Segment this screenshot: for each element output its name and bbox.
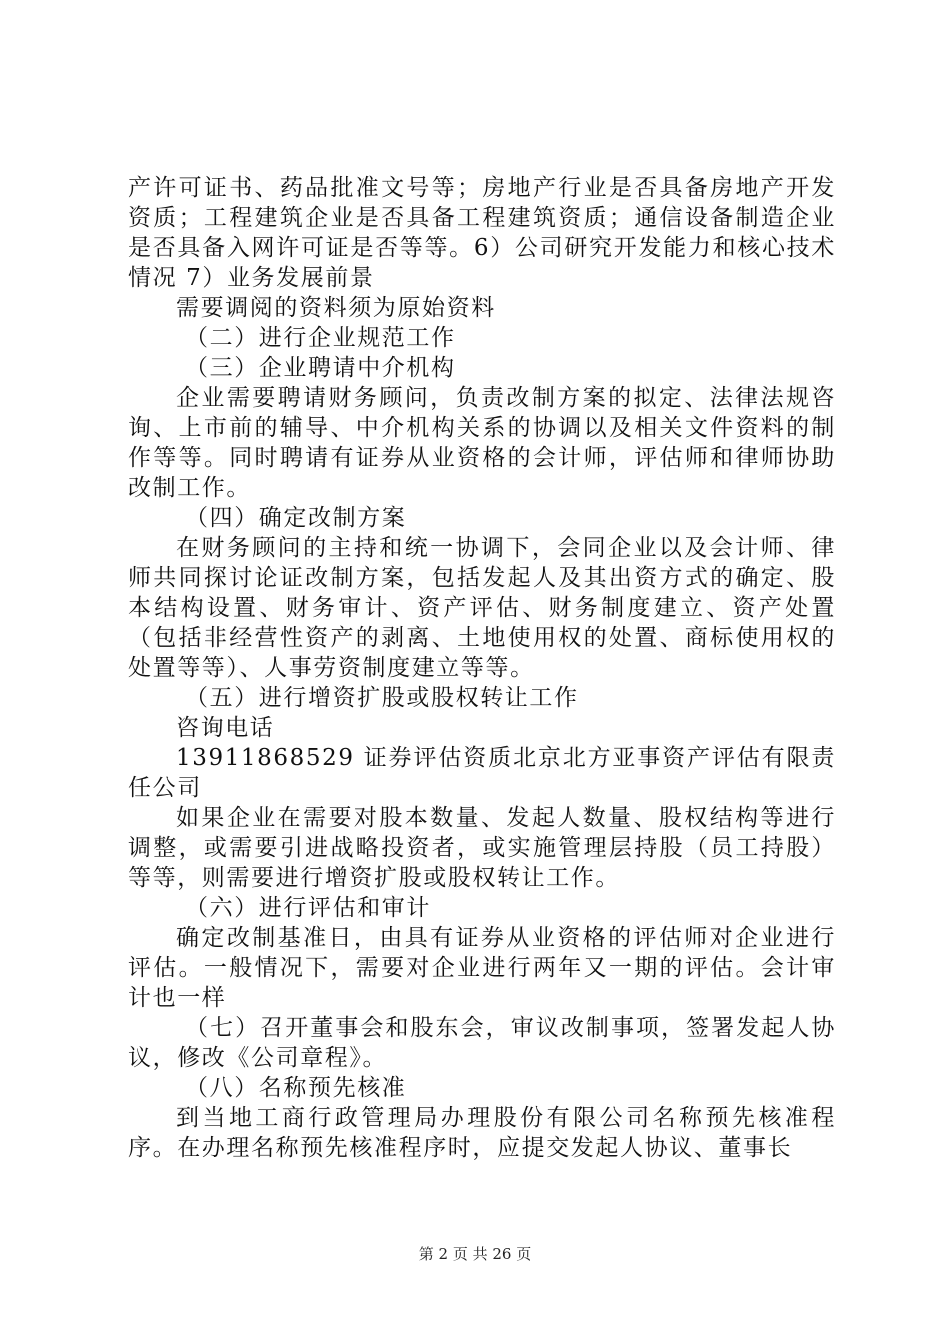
document-body bbox=[128, 173, 836, 1163]
section-heading-6: （六）进行评估和审计 bbox=[185, 895, 431, 921]
paragraph-7: 如果企业在需要对股本数量、发起人数量、股权结构等进行调整，或需要引进战略投资者，或实施管理层持股（员工持股）等等，则需要进行增资扩股或股权转让工作。 bbox=[128, 805, 836, 891]
paragraph-3: 企业需要聘请财务顾问，负责改制方案的拟定、法律法规咨询、上市前的辅导、中介机构关系的协调以及相关文件资料的制作等等。同时聘请有证券从业资格的会计师，评估师和律师协助改制工作。 bbox=[128, 385, 836, 501]
section-heading-5: （五）进行增资扩股或股权转让工作 bbox=[185, 685, 579, 711]
paragraph-6: 13911868529 证券评估资质北京北方亚事资产评估有限责任公司 bbox=[128, 745, 836, 801]
paragraph-2: 需要调阅的资料须为原始资料 bbox=[176, 295, 496, 321]
section-heading-7: （七）召开董事会和股东会，审议改制事项，签署发起人协议，修改《公司章程》。 bbox=[128, 1015, 836, 1071]
paragraph-1: 产许可证书、药品批准文号等；房地产行业是否具备房地产开发资质；工程建筑企业是否具备工程建筑资质；通信设备制造企业是否具备入网许可证是否等等。6）公司研究开发能力和核心技术情况 7）业务发展前景 bbox=[128, 175, 836, 291]
section-heading-2: （二）进行企业规范工作 bbox=[185, 325, 456, 351]
section-heading-3: （三）企业聘请中介机构 bbox=[185, 355, 456, 381]
paragraph-5: 咨询电话 bbox=[176, 715, 275, 741]
section-heading-8: （八）名称预先核准 bbox=[185, 1075, 407, 1101]
paragraph-4: 在财务顾问的主持和统一协调下，会同企业以及会计师、律师共同探讨论证改制方案，包括发起人及其出资方式的确定、股本结构设置、财务审计、资产评估、财务制度建立、资产处置（包括非经营性资产的剥离、土地使用权的处置、商标使用权的处置等等）、人事劳资制度建立等等。 bbox=[128, 535, 836, 681]
section-heading-4: （四）确定改制方案 bbox=[185, 505, 407, 531]
paragraph-9: 到当地工商行政管理局办理股份有限公司名称预先核准程序。在办理名称预先核准程序时，应提交发起人协议、董事长 bbox=[128, 1105, 836, 1161]
page-number-footer: 第 2 页 共 26 页 bbox=[418, 1245, 532, 1263]
paragraph-8: 确定改制基准日，由具有证券从业资格的评估师对企业进行评估。一般情况下，需要对企业进行两年又一期的评估。会计审计也一样 bbox=[128, 925, 836, 1011]
